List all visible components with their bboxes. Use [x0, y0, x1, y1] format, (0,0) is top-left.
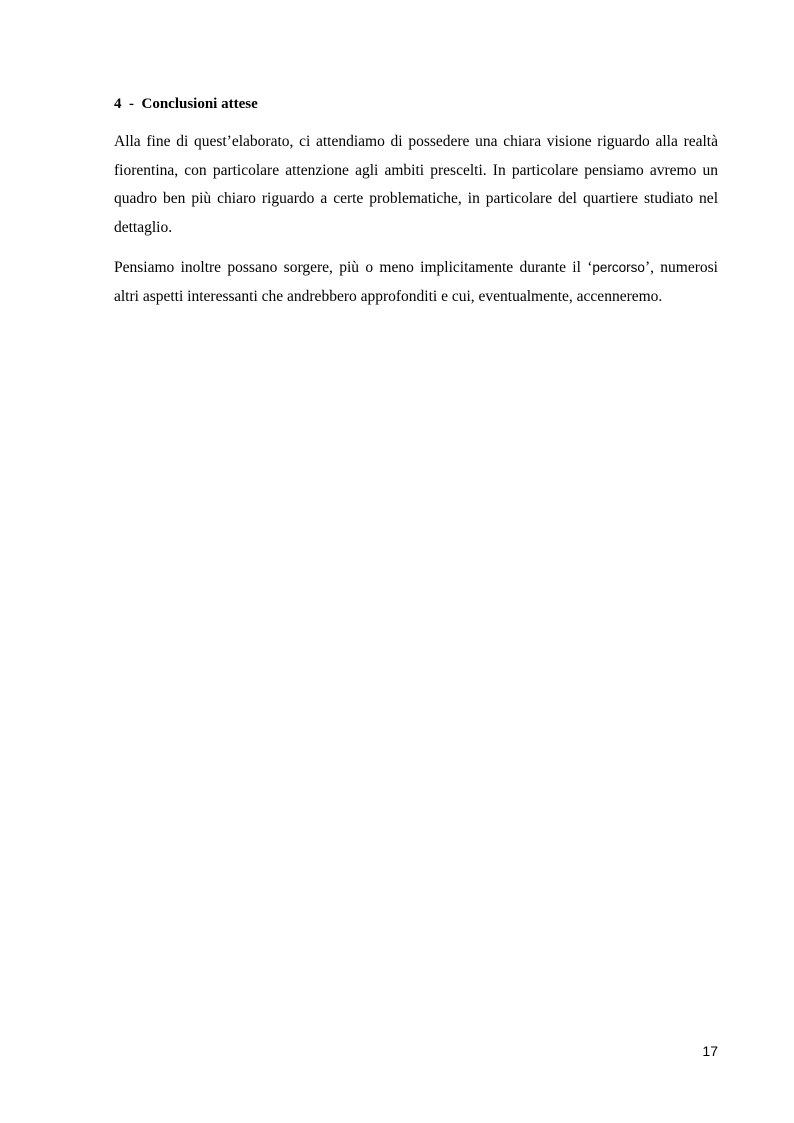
- section-heading: 4 - Conclusioni attese: [114, 96, 258, 112]
- paragraph-2: [114, 254, 718, 311]
- paragraph-2-term: percorso: [592, 260, 645, 275]
- paragraph-2-end: ’, numerosi altri aspetti interessanti che andrebbero approfonditi e cui, eventualmente, accenneremo.: [114, 259, 718, 305]
- page-number: 17: [702, 1043, 718, 1059]
- page-content: [114, 93, 718, 323]
- paragraph-2-start: Pensiamo inoltre possano sorgere, più o meno implicitamente durante il ‘: [114, 259, 593, 276]
- paragraph-1: Alla fine di quest’elaborato, ci attendiamo di possedere una chiara visione riguardo alla realtà fiorentina, con particolare attenzione agli ambiti prescelti. In particolare pensiamo avremo un quadro ben più chiaro riguardo a certe problematiche, in particolare del quartiere studiato nel dettaglio.: [114, 133, 718, 236]
